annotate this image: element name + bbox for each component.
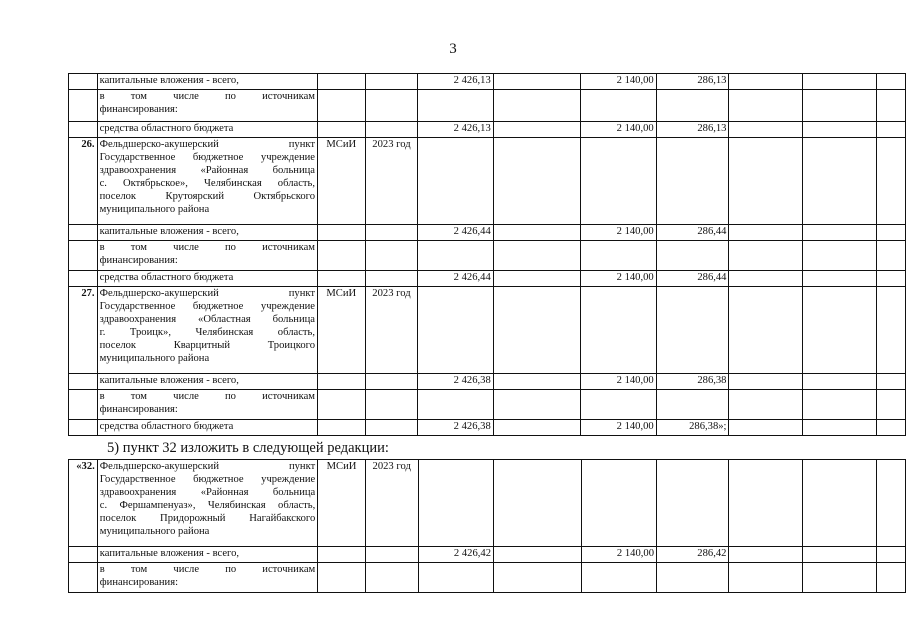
table-row [69,563,906,593]
value-cell: 2 140,00 [581,420,656,436]
investment-table-part-1 [68,73,906,436]
value-cell: 2 426,13 [418,122,493,138]
row-label-capital: капитальные вложения - всего, [97,74,317,90]
table-row [69,374,906,390]
value-cell: 2 140,00 [581,122,656,138]
row-label-capital: капитальные вложения - всего, [97,374,317,390]
table-row [69,90,906,122]
item-number: 26. [69,138,98,225]
value-cell: 2 140,00 [581,271,656,287]
row-label-sources: в том числе по источникам финансирования: [97,90,317,122]
item-name: Фельдшерско-акушерский пункт Государственное бюджетное учреждение здравоохранения «Районная больница с. Октябрьское», Челябинская область, поселок Крутоярский Октябрьского муниципального района [97,138,317,225]
investment-table-part-2 [68,459,906,593]
item-year: 2023 год [365,138,418,225]
value-cell: 2 426,44 [418,271,493,287]
value-cell: 2 140,00 [581,374,656,390]
value-cell: 2 426,38 [418,420,493,436]
table-row [69,287,906,374]
cell-num [69,74,98,90]
table-row [69,420,906,436]
item-name: Фельдшерско-акушерский пункт Государственное бюджетное учреждение здравоохранения «Областная больница г. Троицк», Челябинская область, поселок Кварцитный Троицкого муниципального района [97,287,317,374]
value-cell: 286,42 [656,547,728,563]
amendment-paragraph: 5) пункт 32 изложить в следующей редакции: [107,440,389,456]
item-org: МСиИ [318,460,365,547]
value-cell: 2 140,00 [581,225,656,241]
item-year: 2023 год [365,460,418,547]
table-row [69,547,906,563]
value-cell: 286,44 [656,225,729,241]
table-row [69,241,906,271]
table-row [69,460,906,547]
table-row [69,74,906,90]
item-name: Фельдшерско-акушерский пункт Государственное бюджетное учреждение здравоохранения «Районная больница с. Фершампенуаз», Челябинская область, поселок Придорожный Нагайбакского муниципального района [97,460,317,547]
value-cell: 2 426,38 [418,374,493,390]
row-label-capital: капитальные вложения - всего, [97,547,317,563]
value-cell: 2 140,00 [581,74,656,90]
row-label-sources: в том числе по источникам финансирования: [97,390,317,420]
value-cell: 286,38»; [656,420,729,436]
item-year: 2023 год [365,287,418,374]
value-cell: 2 426,13 [418,74,493,90]
table-row [69,271,906,287]
table-row [69,138,906,225]
row-label-regional: средства областного бюджета [97,420,317,436]
value-cell: 2 426,42 [418,547,493,563]
row-label-sources: в том числе по источникам финансирования: [97,563,317,593]
table-row [69,122,906,138]
value-cell: 286,44 [656,271,729,287]
table-row [69,390,906,420]
item-org: МСиИ [318,138,365,225]
row-label-regional: средства областного бюджета [97,271,317,287]
value-cell: 2 140,00 [581,547,656,563]
row-label-regional: средства областного бюджета [97,122,317,138]
value-cell: 286,38 [656,374,729,390]
table-row [69,225,906,241]
item-org: МСиИ [318,287,365,374]
page-number: 3 [449,41,457,57]
item-number: «32. [69,460,98,547]
value-cell: 286,13 [656,74,729,90]
row-label-sources: в том числе по источникам финансирования: [97,241,317,271]
row-label-capital: капитальные вложения - всего, [97,225,317,241]
item-number: 27. [69,287,98,374]
value-cell: 2 426,44 [418,225,493,241]
value-cell: 286,13 [656,122,729,138]
